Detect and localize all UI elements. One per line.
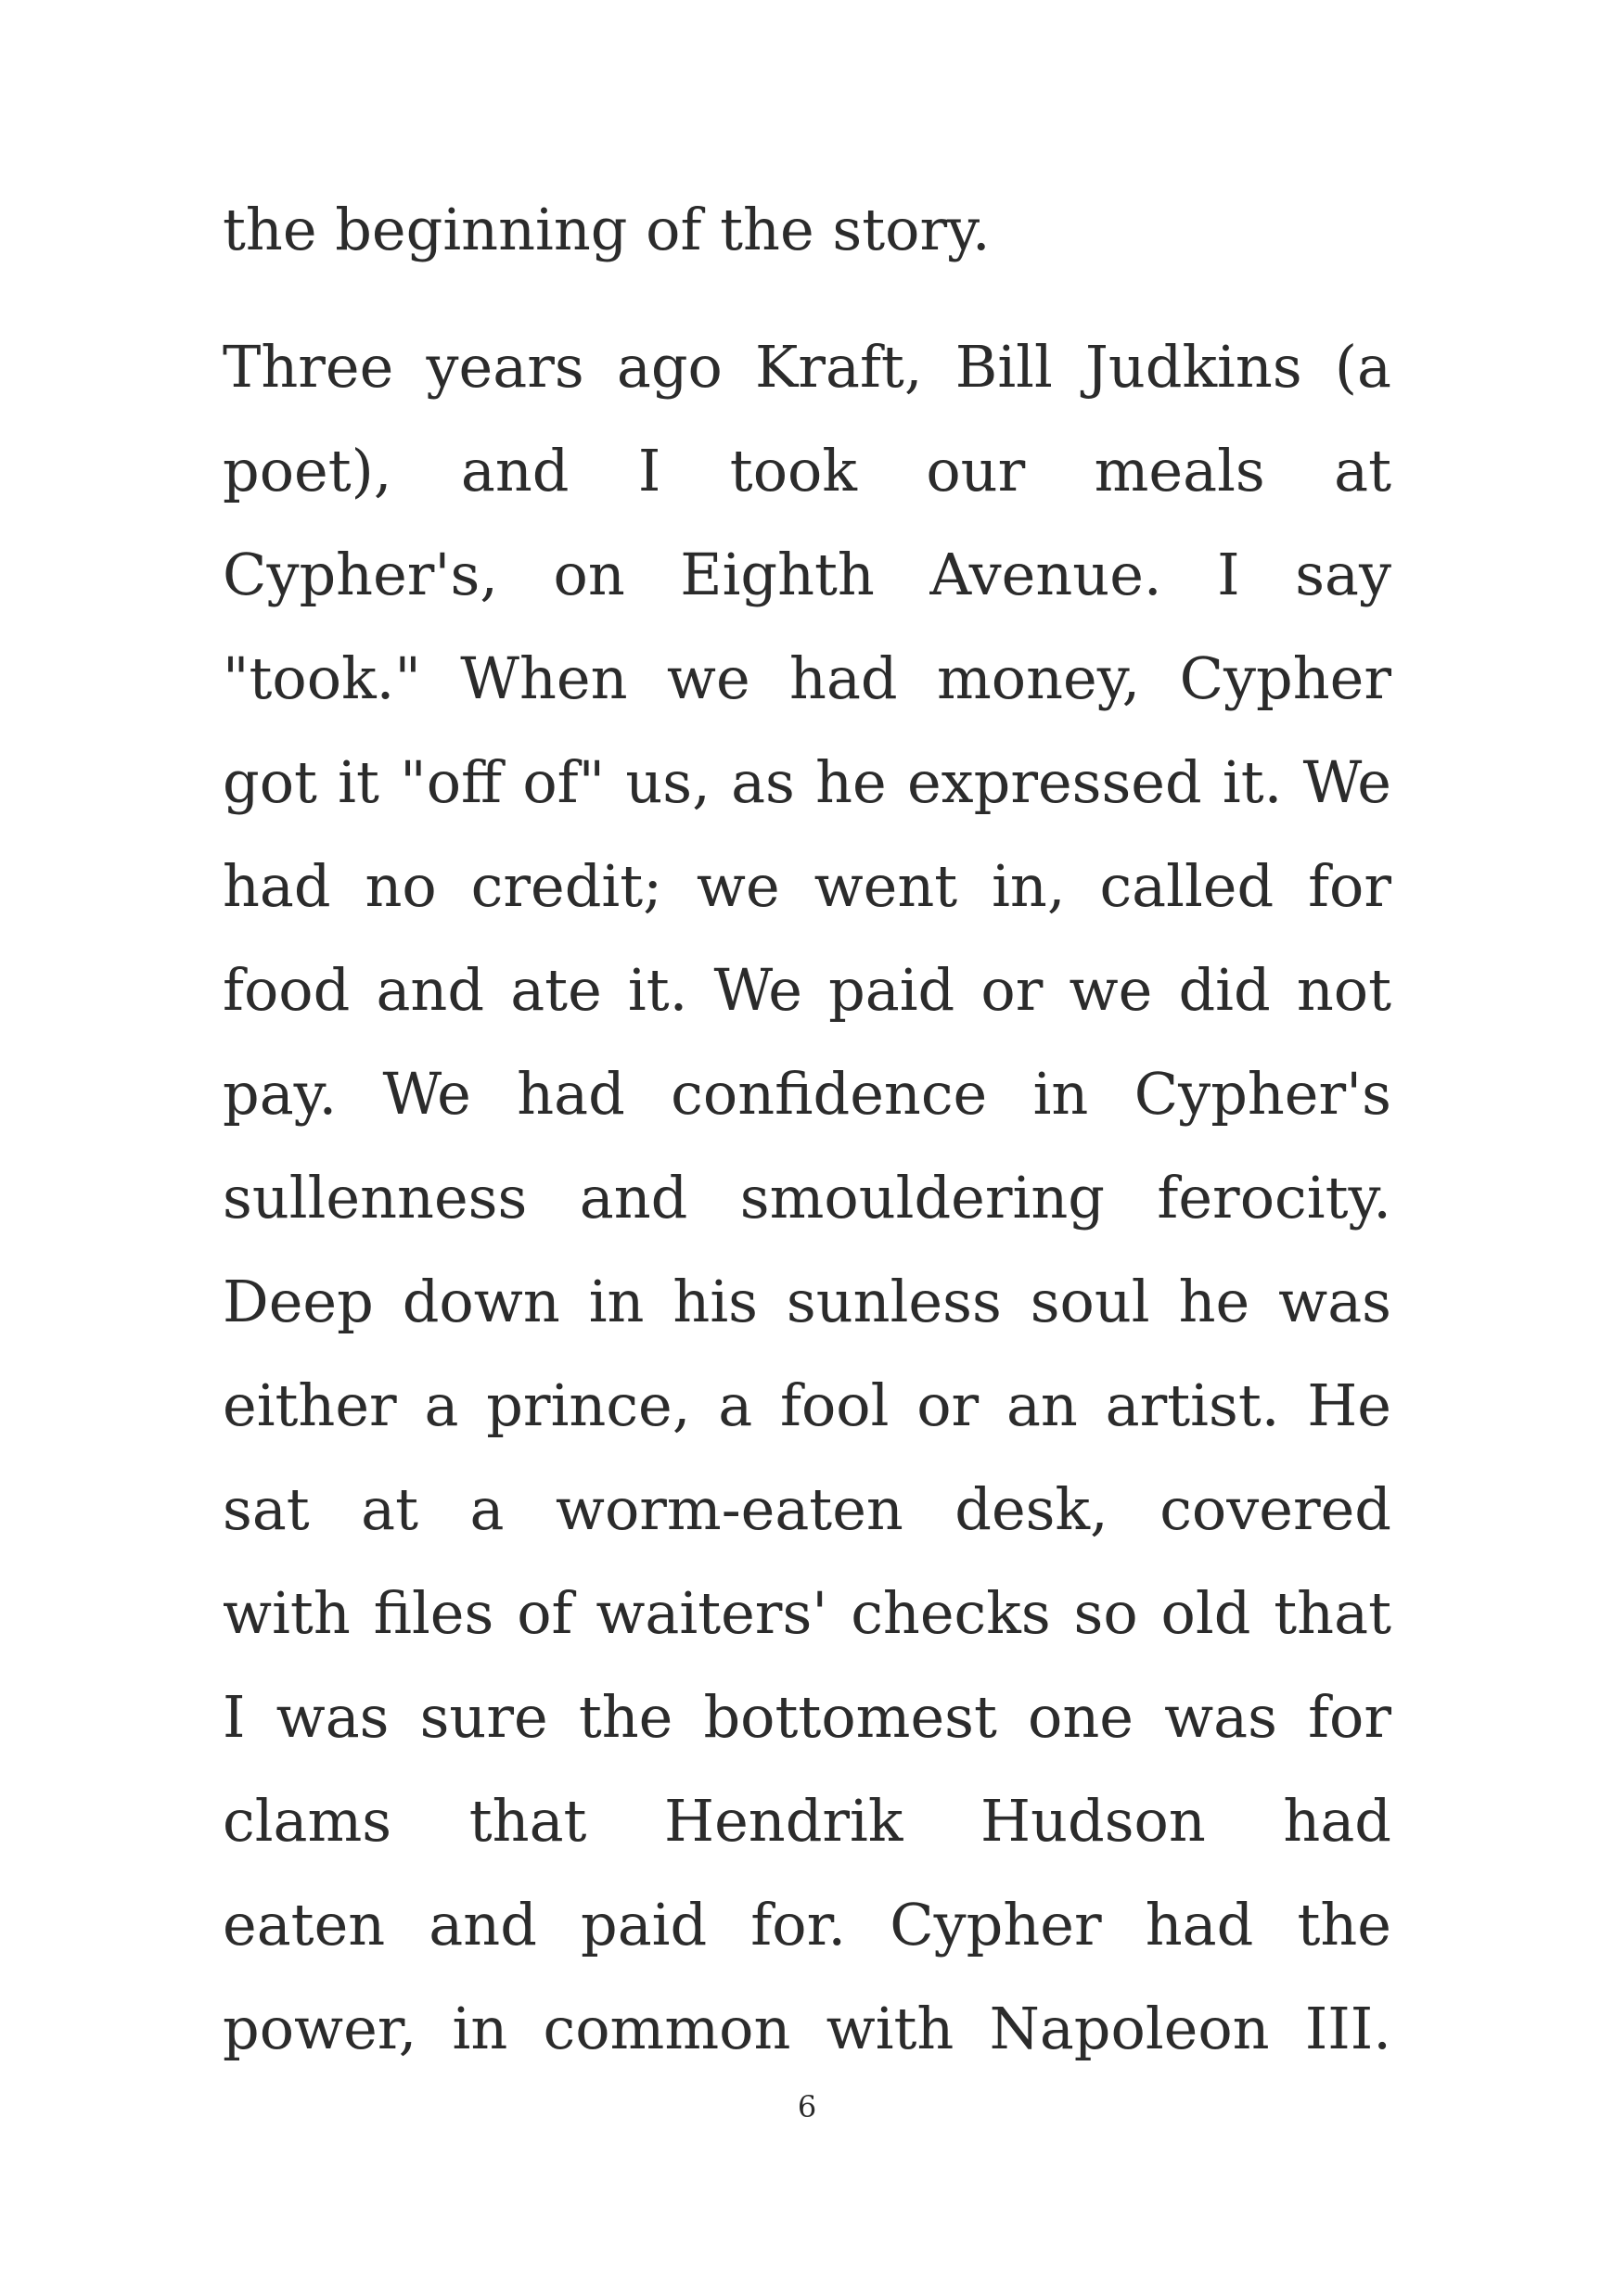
text-line: either a prince, a fool or an artist. He bbox=[223, 1371, 1391, 1439]
paragraph-2 bbox=[223, 315, 1391, 2081]
text-line: the beginning of the story. bbox=[223, 196, 991, 263]
text-line: Cypher's, on Eighth Avenue. I say bbox=[223, 541, 1391, 608]
text-line: eaten and paid for. Cypher had the bbox=[223, 1891, 1391, 1958]
text-line: "took." When we had money, Cypher bbox=[223, 644, 1391, 712]
paragraph-spacing bbox=[223, 282, 1391, 315]
text-line: had no credit; we went in, called for bbox=[223, 852, 1391, 920]
text-line: with files of waiters' checks so old that bbox=[223, 1579, 1391, 1647]
text-line: got it "off of" us, as he expressed it. We bbox=[223, 748, 1391, 816]
paragraph-1 bbox=[223, 178, 1391, 282]
text-line: Three years ago Kraft, Bill Judkins (a bbox=[223, 333, 1391, 401]
page-number: 6 bbox=[797, 2089, 817, 2124]
text-line: poet), and I took our meals at bbox=[223, 437, 1391, 504]
text-line: sullenness and smouldering ferocity. bbox=[223, 1164, 1391, 1231]
text-line: power, in common with Napoleon III. bbox=[223, 1995, 1391, 2062]
text-line: I was sure the bottomest one was for bbox=[223, 1683, 1391, 1751]
text-line: food and ate it. We paid or we did not bbox=[223, 956, 1391, 1024]
text-line: Deep down in his sunless soul he was bbox=[223, 1268, 1391, 1335]
text-line: sat at a worm-eaten desk, covered bbox=[223, 1475, 1391, 1543]
text-line: clams that Hendrik Hudson had bbox=[223, 1787, 1391, 1855]
body-text bbox=[223, 178, 1391, 2081]
text-line: pay. We had confidence in Cypher's bbox=[223, 1060, 1391, 1128]
